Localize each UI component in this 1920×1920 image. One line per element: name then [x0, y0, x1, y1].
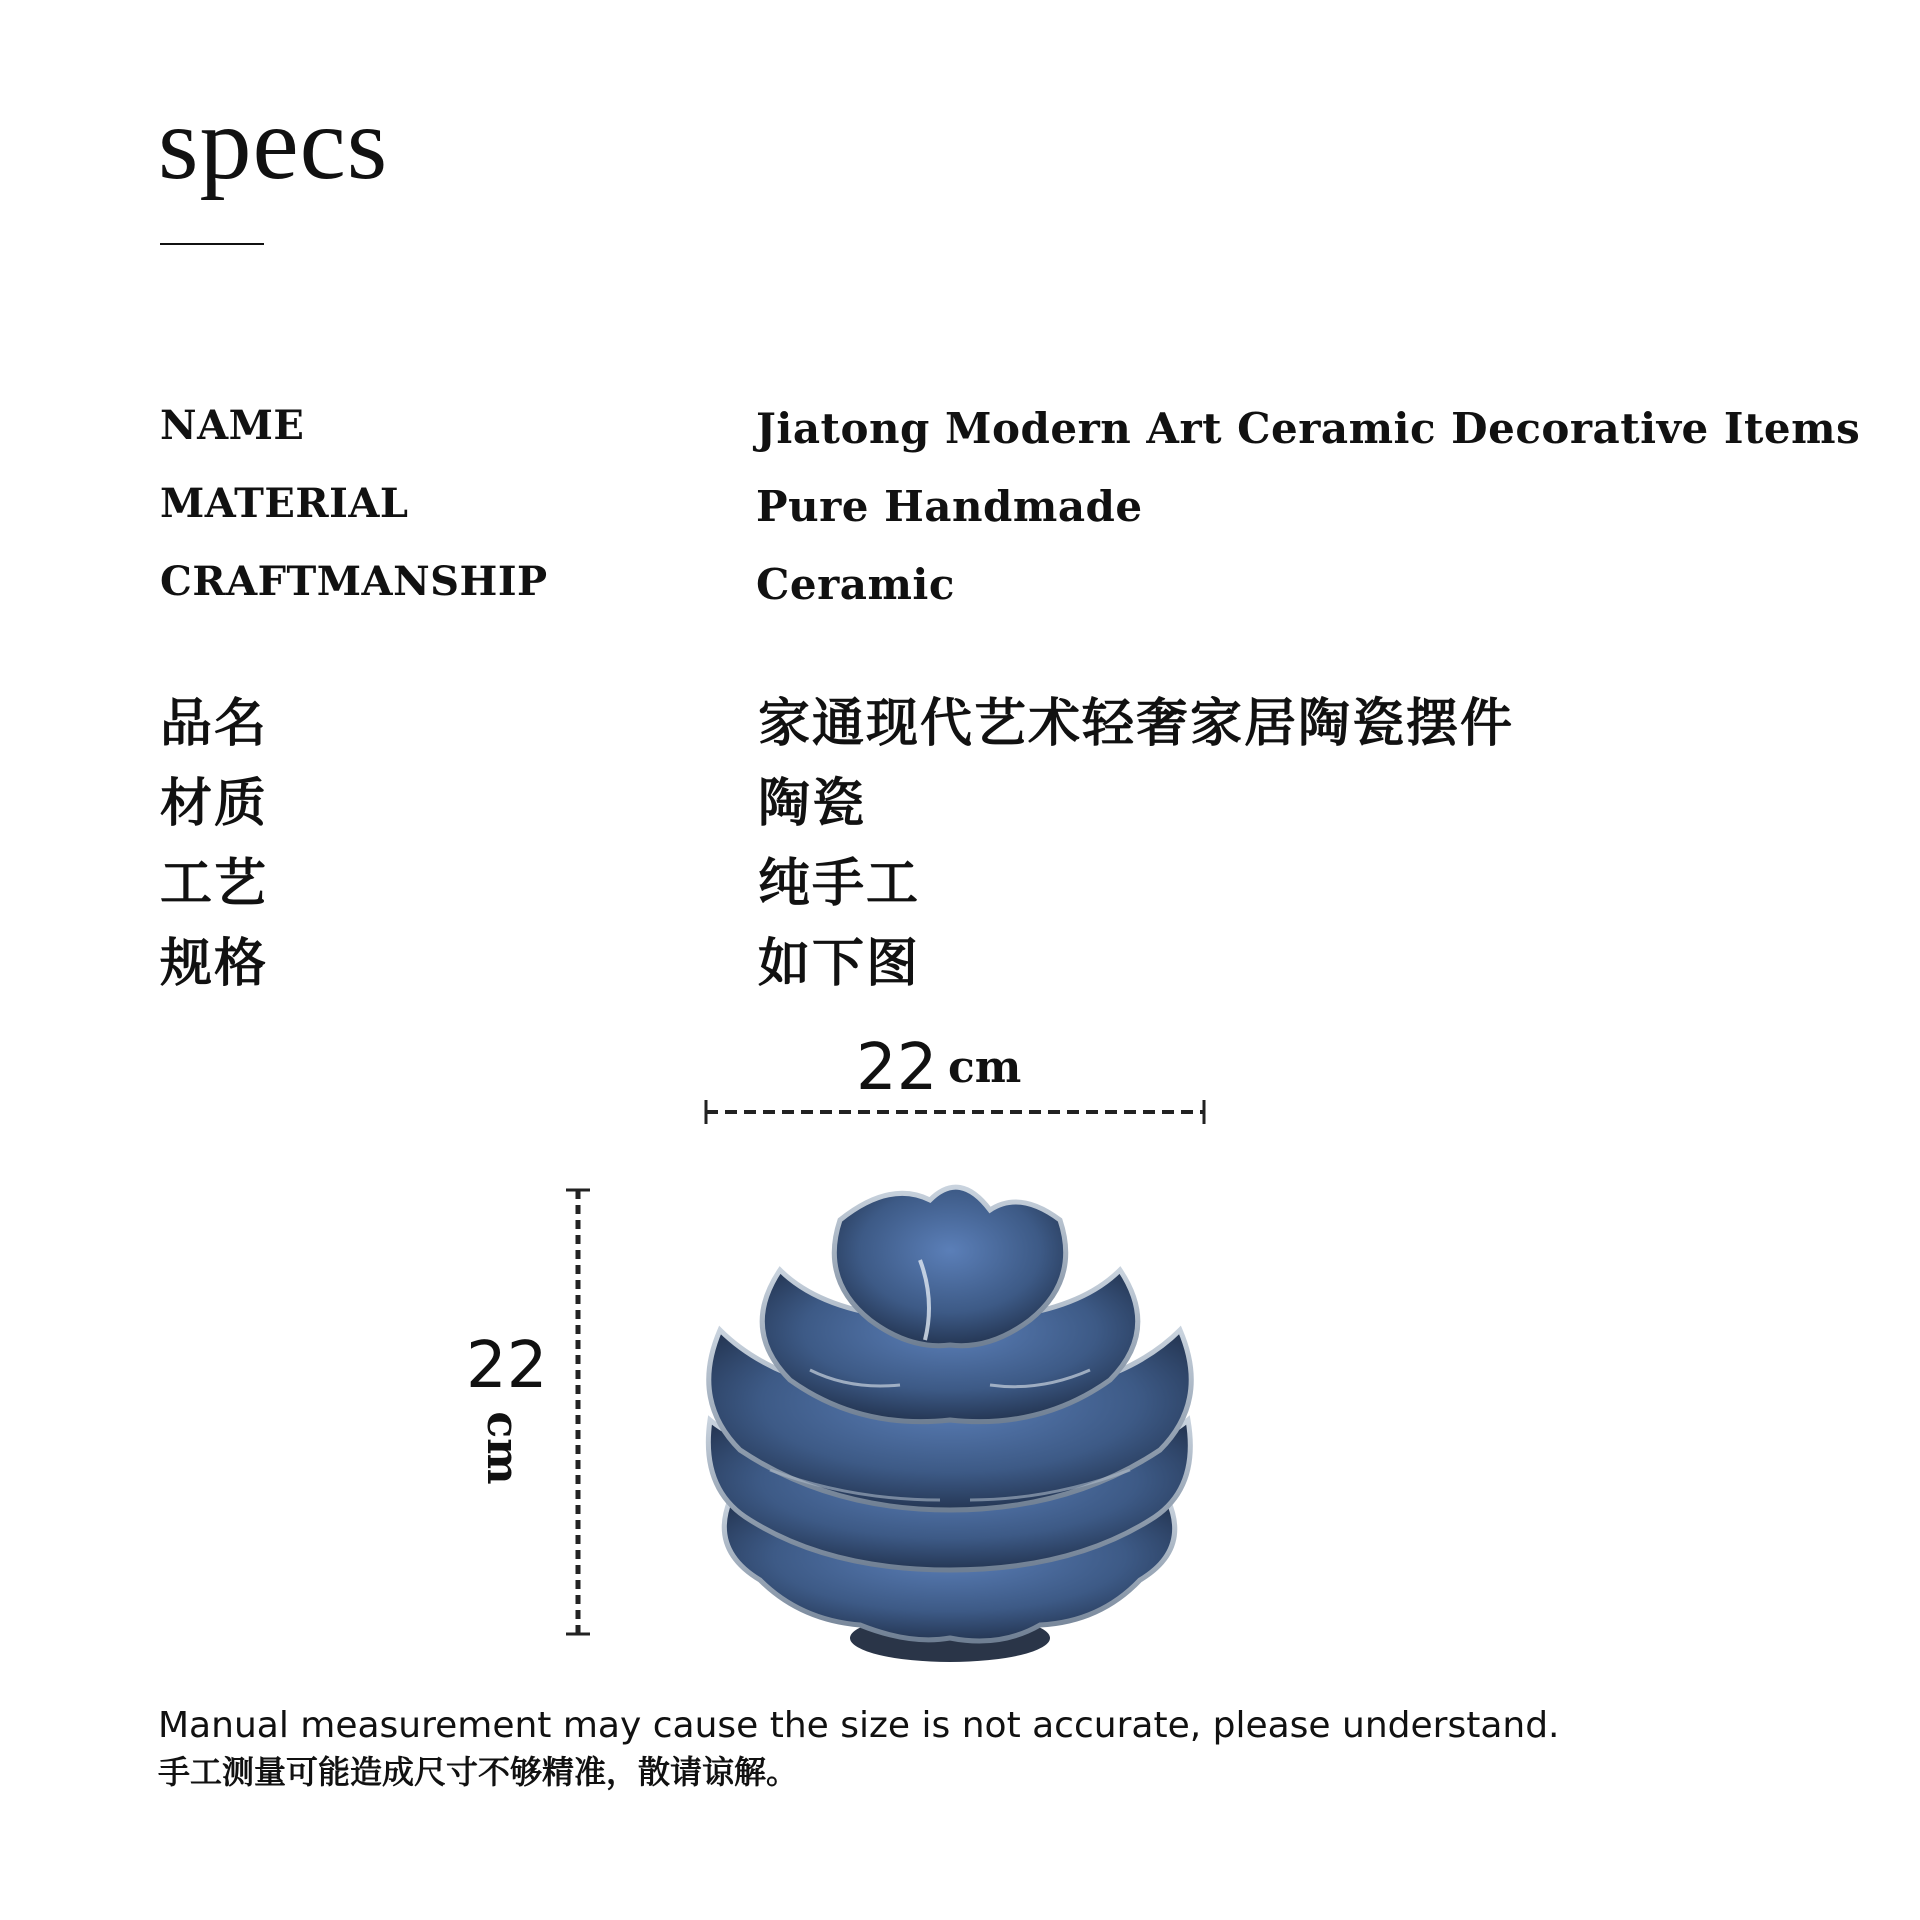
width-unit: cm [948, 1042, 1022, 1093]
height-value: 22 [466, 1329, 548, 1403]
spec-label-craftmanship: CRAFTMANSHIP [160, 558, 548, 605]
width-value: 22 [856, 1031, 938, 1105]
page-title: specs [158, 86, 389, 201]
ceramic-flower-icon [690, 1170, 1210, 1670]
disclaimer-en: Manual measurement may cause the size is not accurate, please understand. [158, 1705, 1560, 1746]
spec-value-material: Pure Handmade [756, 482, 1143, 531]
spec-label-zh-craft: 工艺 [160, 854, 269, 914]
spec-label-zh-material: 材质 [160, 774, 269, 834]
height-unit: cm [477, 1411, 528, 1485]
spec-label-zh-size: 规格 [160, 934, 269, 994]
spec-label-material: MATERIAL [160, 480, 409, 527]
spec-value-zh-craft: 纯手工 [758, 854, 921, 914]
disclaimer-zh: 手工测量可能造成尺寸不够精准，散请谅解。 [158, 1753, 799, 1791]
spec-value-zh-material: 陶瓷 [758, 774, 867, 834]
spec-value-craftmanship: Ceramic [756, 560, 955, 609]
spec-label-zh-name: 品名 [160, 694, 269, 754]
spec-value-name: Jiatong Modern Art Ceramic Decorative Items [756, 404, 1861, 453]
spec-label-name: NAME [160, 402, 305, 449]
spec-value-zh-name: 家通现代艺术轻奢家居陶瓷摆件 [758, 694, 1515, 754]
spec-value-zh-size: 如下图 [758, 934, 921, 994]
